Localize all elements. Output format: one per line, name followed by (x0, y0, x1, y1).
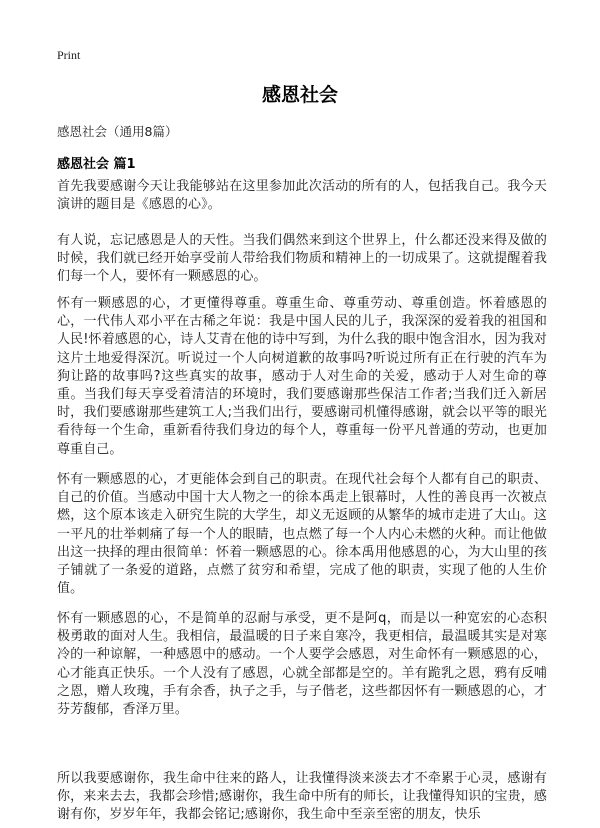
paragraph-3: 怀有一颗感恩的心，才更懂得尊重。尊重生命、尊重劳动、尊重创造。怀着感恩的心，一代伟人邓小平在古稀之年说：我是中国人民的儿子，我深深的爱着我的祖国和人民!怀着感恩的心，诗人艾青在他的诗中写到，为什么我的眼中饱含泪水，因为我对这片土地爱得深沉。听说过一个人向树道歉的故事吗?听说过所有正在行驶的汽车为狗让路的故事吗?这些真实的故事，感动于人对生命的关爱，感动于人对生命的尊重。当我们每天享受着清洁的环境时，我们要感谢那些保洁工作者;当我们迁入新居时，我们要感谢那些建筑工人;当我们出行，要感谢司机懂得感谢，就会以平等的眼光看待每一个生命，重新看待我们身边的每个人，尊重每一份平凡普通的劳动，也更加尊重自己。 (57, 296, 548, 457)
paragraph-6: 所以我要感谢你，我生命中往来的路人，让我懂得淡来淡去才不牵累于心灵，感谢有你，来来去去，我都会珍惜;感谢你，我生命中所有的师长，让我懂得知识的宝贵，感谢有你，岁岁年年，我都会铭记;感谢你，我生命中至亲至密的朋友，快乐 (57, 771, 547, 823)
paragraph-2: 有人说，忘记感恩是人的天性。当我们偶然来到这个世界上，什么都还没来得及做的时候，我们就已经开始享受前人带给我们物质和精神上的一切成果了。这就提醒着我们每一个人，要怀有一颗感恩的心。 (57, 233, 547, 285)
section-heading: 感恩社会 篇1 (57, 157, 136, 172)
paragraph-5: 怀有一颗感恩的心，不是简单的忍耐与承受，更不是阿q，而是以一种宽宏的心态积极勇敢的面对人生。我相信，最温暖的日子来自寒冷，我更相信，最温暖其实是对寒冷的一种谅解，一种感恩中的感动。一个人要学会感恩，对生命怀有一颗感恩的心，心才能真正快乐。一个人没有了感恩，心就全部都是空的。羊有跪乳之恩，鸦有反哺之恩，赠人玫瑰，手有余香，执子之手，与子偕老，这些都因怀有一颗感恩的心，才芬芳馥郁，香泽万里。 (57, 611, 547, 718)
document-subtitle: 感恩社会（通用8篇） (57, 124, 178, 139)
paragraph-4: 怀有一颗感恩的心，才更能体会到自己的职责。在现代社会每个人都有自己的职责、自己的价值。当感动中国十大人物之一的徐本禹走上银幕时，人性的善良再一次被点燃，这个原本该走入研究生院的大学生，却义无返顾的从繁华的城市走进了大山。这一平凡的壮举刺痛了每一个人的眼睛，也点燃了每一个人内心未燃的火种。而让他做出这一抉择的理由很简单：怀着一颗感恩的心。徐本禹用他感恩的心，为大山里的孩子铺就了一条爱的道路，点燃了贫穷和希望，完成了他的职责，实现了他的人生价值。 (57, 472, 547, 597)
page-title: 感恩社会 (261, 84, 338, 106)
print-link[interactable]: Print (57, 48, 81, 62)
paragraph-1: 首先我要感谢今天让我能够站在这里参加此次活动的所有的人，包括我自己。我今天演讲的题目是《感恩的心》。 (57, 179, 547, 213)
